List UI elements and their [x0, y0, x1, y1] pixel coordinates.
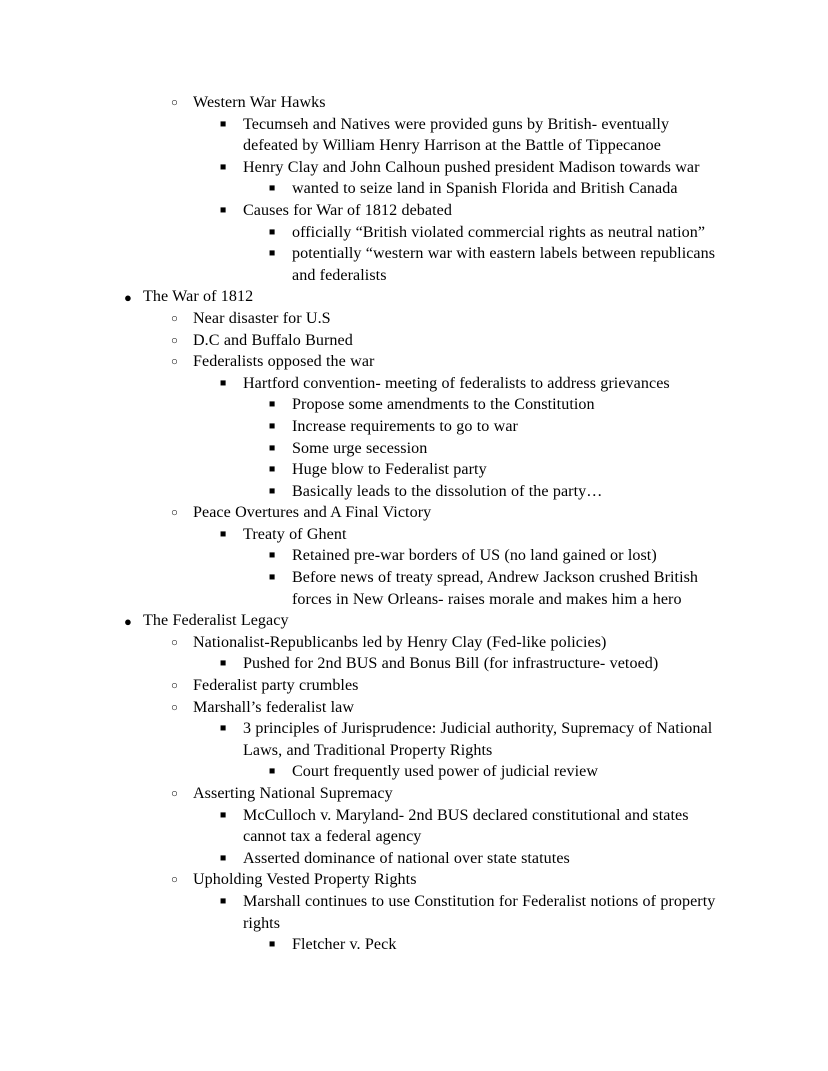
outline-item [0, 308, 728, 330]
outline-item-text: Huge blow to Federalist party [292, 461, 487, 479]
outline-item [0, 330, 728, 352]
outline-item [0, 524, 728, 546]
outline-item [0, 761, 728, 783]
outline-item [0, 653, 728, 675]
bullet-marker-level3-icon: ■ [220, 161, 227, 173]
outline-item [0, 286, 728, 308]
bullet-marker-level2-icon: ○ [171, 507, 179, 520]
outline-item [0, 351, 728, 373]
bullet-marker-level1-icon: ● [124, 289, 132, 305]
outline-item [0, 502, 728, 524]
bullet-marker-level2-icon: ○ [171, 788, 179, 800]
outline-item-text: Near disaster for U.S [193, 309, 331, 327]
outline-item [0, 416, 728, 438]
bullet-marker-level4-icon: ■ [269, 248, 276, 260]
outline-item [0, 222, 728, 244]
bullet-marker-level4-icon: ■ [269, 485, 276, 497]
outline-item [0, 92, 728, 114]
bullet-marker-level4-icon: ■ [269, 399, 276, 411]
outline-item [0, 869, 728, 891]
bullet-marker-level2-icon: ○ [171, 312, 179, 325]
outline-item [0, 459, 728, 481]
outline-item-text: Causes for War of 1812 debated [243, 201, 452, 219]
outline-item-text: Nationalist-Republicanbs led by Henry Clay (Fed-like policies) [193, 633, 607, 651]
bullet-marker-level4-icon: ■ [269, 464, 276, 476]
outline-item [0, 675, 728, 697]
bullet-marker-level3-icon: ■ [220, 895, 227, 907]
outline-item-text: Pushed for 2nd BUS and Bonus Bill (for infrastructure- vetoed) [243, 655, 659, 673]
outline-item-text: Retained pre-war borders of US (no land gained or lost) [292, 547, 657, 565]
outline-item-text: Marshall’s federalist law [193, 698, 355, 716]
bullet-marker-level3-icon: ■ [220, 204, 227, 216]
outline-item [0, 394, 728, 416]
outline-item-text: Treaty of Ghent [243, 525, 347, 543]
outline-item-text: Henry Clay and John Calhoun pushed president Madison towards war [243, 158, 700, 176]
outline-item [0, 438, 728, 460]
bullet-marker-level4-icon: ■ [269, 183, 276, 195]
outline-item [0, 934, 728, 956]
bullet-marker-level2-icon: ○ [171, 97, 179, 109]
bullet-marker-level3-icon: ■ [220, 658, 227, 670]
outline-item-text: The War of 1812 [143, 288, 254, 306]
outline-item [0, 243, 728, 286]
outline-item [0, 545, 728, 567]
bullet-marker-level2-icon: ○ [171, 334, 179, 347]
bullet-marker-level2-icon: ○ [171, 636, 179, 649]
outline-item [0, 178, 728, 200]
outline-item-text: wanted to seize land in Spanish Florida and British Canada [292, 180, 678, 198]
outline-item-text: Federalists opposed the war [193, 353, 375, 371]
outline-item-text: Increase requirements to go to war [292, 417, 518, 435]
outline-item [0, 632, 728, 654]
bullet-marker-level4-icon: ■ [269, 766, 276, 778]
outline-item-text: Hartford convention- meeting of federalists to address grievances [243, 374, 670, 392]
bullet-marker-level4-icon: ■ [269, 939, 276, 951]
bullet-marker-level3-icon: ■ [220, 377, 227, 389]
outline-item-text: Tecumseh and Natives were provided guns by British- eventually defeated by William Henry Harrison at the Battle of Tippecanoe [243, 115, 670, 155]
outline-item [0, 697, 728, 719]
outline-item [0, 567, 728, 610]
outline-item [0, 783, 728, 805]
outline-item [0, 114, 728, 157]
outline-item-text: Asserting National Supremacy [193, 785, 393, 802]
bullet-marker-level2-icon: ○ [171, 680, 179, 693]
outline-item [0, 805, 728, 848]
bullet-marker-level2-icon: ○ [171, 874, 179, 887]
outline-item-text: Before news of treaty spread, Andrew Jackson crushed British forces in New Orleans- raises morale and makes him a hero [292, 569, 699, 608]
outline-item-text: Propose some amendments to the Constitution [292, 396, 595, 414]
bullet-marker-level3-icon: ■ [220, 118, 227, 130]
outline-item-text: McCulloch v. Maryland- 2nd BUS declared constitutional and states cannot tax a federal agency [243, 806, 689, 846]
bullet-marker-level3-icon: ■ [220, 809, 227, 821]
outline-item [0, 157, 728, 179]
outline-item-text: Asserted dominance of national over state statutes [243, 849, 570, 867]
outline-item-text: The Federalist Legacy [143, 612, 289, 630]
outline-list [0, 92, 728, 956]
outline-item-text: Upholding Vested Property Rights [193, 871, 417, 889]
outline-item-text: Peace Overtures and A Final Victory [193, 504, 432, 522]
bullet-marker-level2-icon: ○ [171, 701, 179, 714]
bullet-marker-level4-icon: ■ [269, 572, 276, 584]
outline-item-text: Marshall continues to use Constitution for Federalist notions of property rights [243, 892, 716, 932]
bullet-marker-level4-icon: ■ [269, 442, 276, 454]
outline-item [0, 610, 728, 632]
bullet-marker-level4-icon: ■ [269, 420, 276, 432]
bullet-marker-level4-icon: ■ [269, 550, 276, 562]
outline-item [0, 373, 728, 395]
outline-item [0, 481, 728, 503]
outline-item [0, 848, 728, 870]
outline-item-text: Court frequently used power of judicial review [292, 763, 599, 781]
bullet-marker-level3-icon: ■ [220, 528, 227, 540]
outline-item-text: officially “British violated commercial rights as neutral nation” [292, 223, 706, 241]
outline-item-text: potentially “western war with eastern labels between republicans and federalists [292, 245, 716, 284]
outline-item [0, 891, 728, 934]
outline-item-text: 3 principles of Jurisprudence: Judicial authority, Supremacy of National Laws, and Traditional Property Rights [243, 720, 713, 759]
bullet-marker-level4-icon: ■ [269, 226, 276, 238]
outline-item [0, 200, 728, 222]
outline-item [0, 718, 728, 761]
bullet-marker-level3-icon: ■ [220, 852, 227, 864]
outline-item-text: Some urge secession [292, 439, 428, 457]
outline-item-text: Federalist party crumbles [193, 677, 359, 695]
outline-item-text: Western War Hawks [193, 94, 326, 111]
bullet-marker-level1-icon: ● [124, 613, 132, 629]
outline-item-text: Fletcher v. Peck [292, 936, 397, 954]
bullet-marker-level2-icon: ○ [171, 356, 179, 369]
bullet-marker-level3-icon: ■ [220, 723, 227, 735]
outline-item-text: D.C and Buffalo Burned [193, 331, 353, 349]
outline-item-text: Basically leads to the dissolution of the party… [292, 482, 603, 500]
